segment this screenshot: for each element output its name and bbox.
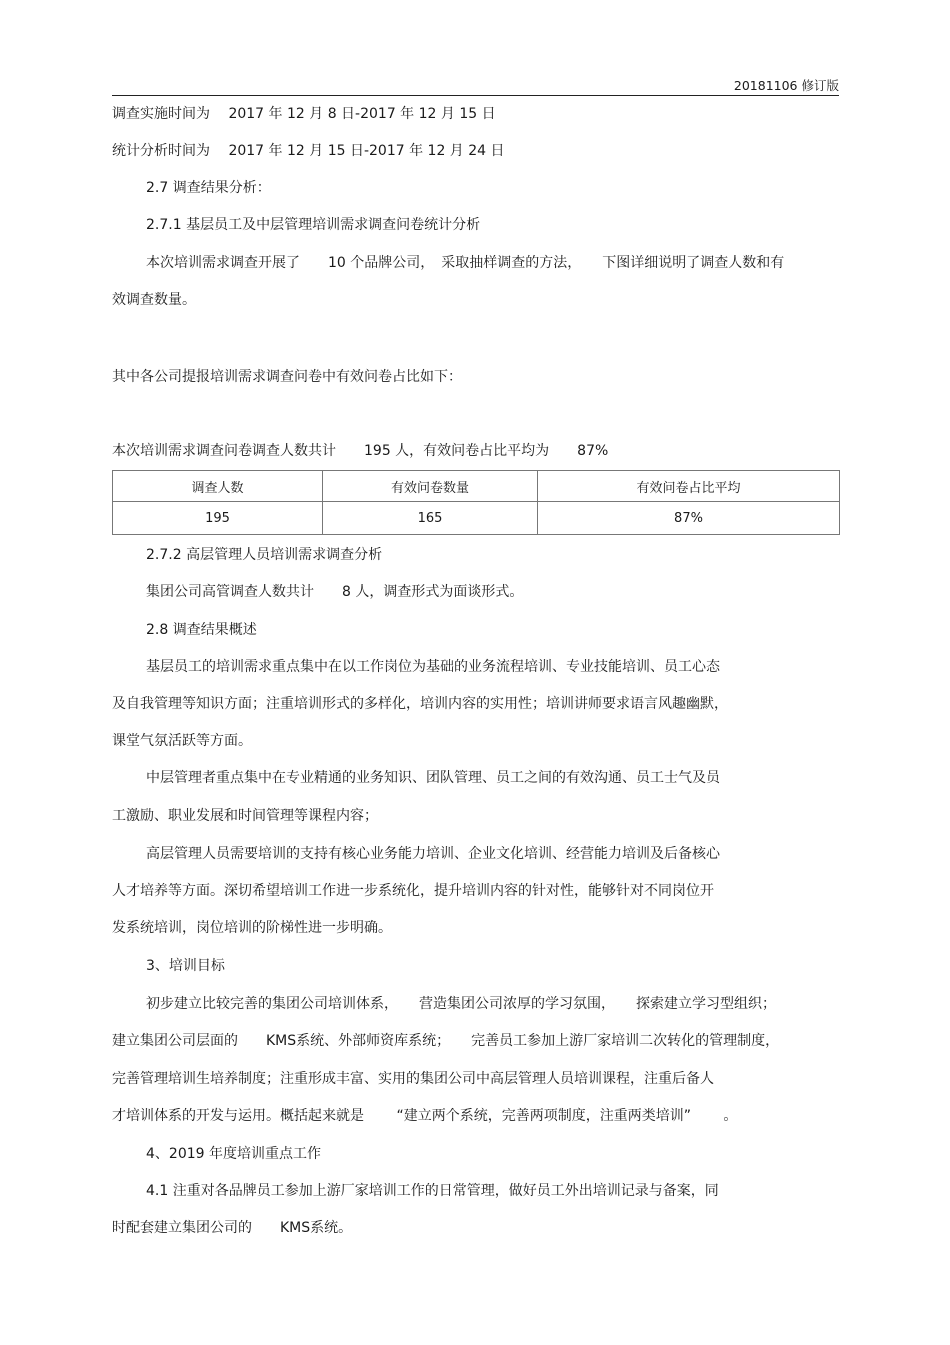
paragraph-line: 及自我管理等知识方面；注重培训形式的多样化，培训内容的实用性；培训讲师要求语言风趣幽默， [112,696,728,712]
paragraph-line: 工激励、职业发展和时间管理等课程内容； [112,808,378,824]
section-2-7-2-heading: 2.7.2 高层管理人员培训需求调查分析 [146,547,383,563]
survey-period: 调查实施时间为 2017 年 12 月 8 日-2017 年 12 月 15 日 [112,106,496,122]
table-header-cell: 有效问卷数量 [323,471,538,502]
paragraph-line: 发系统培训，岗位培训的阶梯性进一步明确。 [112,920,392,936]
paragraph-line: 课堂气氛活跃等方面。 [112,733,252,749]
paragraph-line: 4.1 注重对各品牌员工参加上游厂家培训工作的日常管理，做好员工外出培训记录与备案，同 [146,1183,719,1199]
table-header-cell: 调查人数 [113,471,323,502]
paragraph-line: 中层管理者重点集中在专业精通的业务知识、团队管理、员工之间的有效沟通、员工士气及员 [146,770,720,786]
paragraph-line: 建立集团公司层面的 KMS系统、外部师资库系统； 完善员工参加上游厂家培训二次转化的管理制度， [112,1033,780,1049]
version-label: 20181106 修订版 [733,78,839,93]
paragraph-line: 才培训体系的开发与运用。概括起来就是 “建立两个系统，完善两项制度，注重两类培训” 。 [112,1108,738,1124]
section-2-7-1-heading: 2.7.1 基层员工及中层管理培训需求调查问卷统计分析 [146,217,481,233]
paragraph-line: 时配套建立集团公司的 KMS系统。 [112,1220,353,1236]
paragraph-line: 完善管理培训生培养制度；注重形成丰富、实用的集团公司中高层管理人员培训课程，注重后备人 [112,1071,714,1087]
section-2-7-heading: 2.7 调查结果分析： [146,180,271,196]
header-rule [112,95,839,96]
table-caption: 本次培训需求调查问卷调查人数共计 195 人，有效问卷占比平均为 87% [112,443,609,459]
paragraph-line: 集团公司高管调查人数共计 8 人，调查形式为面谈形式。 [146,584,524,600]
table-header-row [113,471,840,502]
table-cell: 195 [113,502,323,535]
table-header-cell: 有效问卷占比平均 [538,471,840,502]
paragraph-line: 本次培训需求调查开展了 10 个品牌公司， 采取抽样调查的方法， 下图详细说明了调查人数和有 [146,255,785,271]
paragraph-line: 初步建立比较完善的集团公司培训体系， 营造集团公司浓厚的学习氛围， 探索建立学习型组织； [146,996,776,1012]
section-4-heading: 4、2019 年度培训重点工作 [146,1146,321,1162]
paragraph-line: 人才培养等方面。深切希望培训工作进一步系统化，提升培训内容的针对性，能够针对不同岗位开 [112,883,714,899]
table-cell: 87% [538,502,840,535]
section-3-heading: 3、培训目标 [146,958,225,974]
analysis-period: 统计分析时间为 2017 年 12 月 15 日-2017 年 12 月 24 日 [112,143,505,159]
table-row [113,502,840,535]
paragraph-line: 效调查数量。 [112,292,196,308]
paragraph-line: 基层员工的培训需求重点集中在以工作岗位为基础的业务流程培训、专业技能培训、员工心态 [146,659,720,675]
section-2-8-heading: 2.8 调查结果概述 [146,622,257,638]
table-cell: 165 [323,502,538,535]
paragraph-line: 高层管理人员需要培训的支持有核心业务能力培训、企业文化培训、经营能力培训及后备核心 [146,846,720,862]
survey-table [112,470,840,535]
paragraph-line: 其中各公司提报培训需求调查问卷中有效问卷占比如下： [112,369,462,385]
